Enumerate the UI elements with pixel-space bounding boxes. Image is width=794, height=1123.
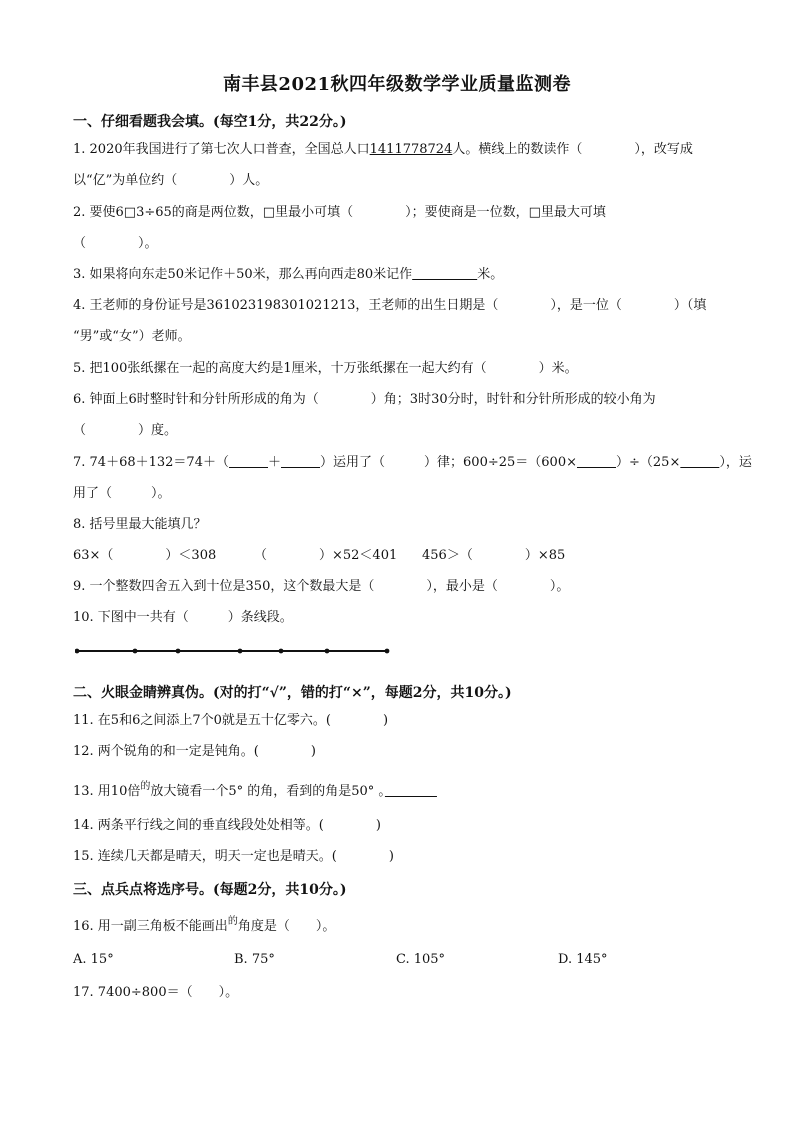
q7-blank-4 xyxy=(680,455,719,470)
q16-option-b: B. 75° xyxy=(234,952,275,967)
q13-text-b: 放大镜看一个5° 的角，看到的角是50° 。 xyxy=(150,784,385,799)
question-6-line-2: （ ）度。 xyxy=(73,423,178,438)
question-14: 14. 两条平行线之间的垂直线段处处相等。( ) xyxy=(73,818,381,833)
q7-text-d: ）运用了（ ）律；600÷25＝（600× xyxy=(320,455,577,470)
q7-blank-1 xyxy=(229,455,268,470)
q16-text-a: 16. 用一副三角板不能画出 xyxy=(73,919,228,934)
question-9: 9. 一个整数四舍五入到十位是350，这个数最大是（ ），最小是（ ）。 xyxy=(73,579,570,594)
question-8-part-2: （ ）×52＜401 xyxy=(254,548,398,563)
question-10: 10. 下图中一共有（ ）条线段。 xyxy=(73,610,293,625)
q7-blank-3 xyxy=(577,455,616,470)
question-2: 2. 要使6□3÷65的商是两位数，□里最小可填（ ）；要使商是一位数，□里最大可填 xyxy=(73,205,606,220)
question-6: 6. 钟面上6时整时针和分针所形成的角为（ ）角；3时30分时，时针和分针所形成的较小角为 xyxy=(73,392,656,407)
segment-point xyxy=(75,649,79,654)
q3-text-a: 3. 如果将向东走50米记作＋50米，那么再向西走80米记作 xyxy=(73,267,413,282)
q1-text-a: 1. 2020年我国进行了第七次人口普查，全国总人口 xyxy=(73,142,370,157)
q7-text-f: ），运 xyxy=(719,455,752,470)
q7-blank-2 xyxy=(281,455,320,470)
segment-point xyxy=(176,649,181,654)
question-1 xyxy=(73,141,693,159)
question-1-line-2: 以“亿”为单位约（ ）人。 xyxy=(73,173,269,188)
q3-text-b: 米。 xyxy=(477,267,504,282)
q13-blank xyxy=(385,784,437,799)
question-11: 11. 在5和6之间添上7个0就是五十亿零六。( ) xyxy=(73,713,389,728)
q1-population-number: 1411778724 xyxy=(369,142,453,157)
segment-point xyxy=(385,649,390,654)
question-5: 5. 把100张纸摞在一起的高度大约是1厘米，十万张纸摞在一起大约有（ ）米。 xyxy=(73,361,578,376)
section-1-heading: 一、仔细看题我会填。(每空1分，共22分。) xyxy=(73,114,347,130)
question-4-line-2: “男”或“女”）老师。 xyxy=(73,329,191,344)
segment-point xyxy=(133,649,138,654)
question-15: 15. 连续几天都是晴天，明天一定也是晴天。( ) xyxy=(73,849,394,864)
question-7 xyxy=(73,454,752,472)
question-8-part-1: 63×（ ）＜308 xyxy=(73,548,217,563)
section-3-heading: 三、点兵点将选序号。(每题2分，共10分。) xyxy=(73,882,347,898)
q16-option-c: C. 105° xyxy=(396,952,446,967)
page-title: 南丰县2021秋四年级数学学业质量监测卷 xyxy=(222,74,572,95)
q13-text-a: 13. 用10倍 xyxy=(73,784,141,799)
section-2-heading: 二、火眼金睛辨真伪。(对的打“√”，错的打“×”，每题2分，共10分。) xyxy=(73,685,512,701)
q16-option-a: A. 15° xyxy=(73,952,114,967)
q16-superscript: 的 xyxy=(227,916,238,927)
segment-point xyxy=(325,649,330,654)
question-2-line-2: （ ）。 xyxy=(73,236,158,251)
question-12: 12. 两个锐角的和一定是钝角。( ) xyxy=(73,744,316,759)
question-16 xyxy=(73,918,335,937)
line-segment-figure xyxy=(75,643,391,659)
q13-superscript: 的 xyxy=(140,781,151,792)
question-8-part-3: 456＞（ ）×85 xyxy=(422,548,566,563)
question-8: 8. 括号里最大能填几？ xyxy=(73,517,207,532)
question-4: 4. 王老师的身份证号是361023198301021213，王老师的出生日期是（ ），是一位（ ）（填 xyxy=(73,298,707,313)
q16-option-d: D. 145° xyxy=(558,952,608,967)
question-7-line-2: 用了（ ）。 xyxy=(73,486,171,501)
q3-blank xyxy=(412,267,477,282)
segment-point xyxy=(279,649,284,654)
segment-point xyxy=(238,649,243,654)
question-13 xyxy=(73,783,437,802)
question-3 xyxy=(73,266,503,284)
q16-text-b: 角度是（ ）。 xyxy=(237,919,336,934)
q7-text-a: 7. 74＋68＋132＝74＋（ xyxy=(73,455,229,470)
q7-text-e: ）÷（25× xyxy=(616,455,681,470)
q7-text-c: ＋ xyxy=(268,455,282,470)
question-17: 17. 7400÷800＝（ ）。 xyxy=(73,985,239,1000)
q1-text-b: 人。横线上的数读作（ ），改写成 xyxy=(452,142,693,157)
